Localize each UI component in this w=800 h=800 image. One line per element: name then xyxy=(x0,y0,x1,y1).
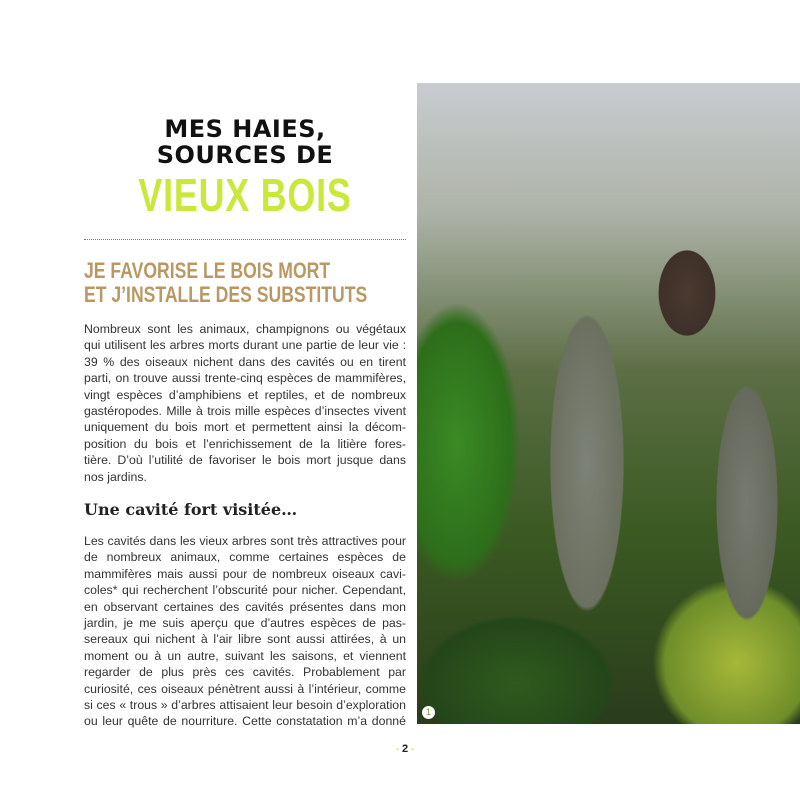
photo-number-badge: 1 xyxy=(422,706,435,719)
text-line: en observant certaines des cavités présentes dans mon xyxy=(84,599,406,614)
text-line: gastéropodes. Mille à trois mille espèces d’insectes vivent xyxy=(84,404,406,419)
garden-tree-stump-photo xyxy=(417,83,800,724)
text-line: qui utilisent les arbres morts durant une partie de leur vie : xyxy=(84,338,406,353)
text-line: moment ou à un autre, suivant les saisons, et viennent xyxy=(84,648,406,663)
section-heading-line-2: ET J’INSTALLE DES SUBSTITUTS xyxy=(84,282,368,307)
text-line: mammifères mais aussi pour de nombreux oiseaux cavi- xyxy=(84,566,406,581)
paragraph-1 xyxy=(84,321,406,485)
text-line: sereaux qui nichent à l’air libre sont aussi attirées, à un xyxy=(84,632,406,647)
text-line: vingt espèces d’amphibiens et reptiles, et de nombreux xyxy=(84,387,406,402)
text-line: regarder de plus près ces cavités. Probablement par xyxy=(84,665,406,680)
title-line-2: SOURCES DE xyxy=(156,141,334,169)
text-line: 39 % des oiseaux nichent dans des cavités ou en tirent xyxy=(84,354,406,369)
title-line-3: VIEUX BOIS xyxy=(138,169,352,221)
text-line: uniquement du bois mort et permettent ainsi la décom- xyxy=(84,420,406,435)
text-line: curiosité, ces oiseaux pénètrent aussi à l’intérieur, comme xyxy=(84,681,406,696)
page-number: • 2 • xyxy=(390,743,420,755)
text-line: tière. D’où l’utilité de favoriser le bois mort jusque dans xyxy=(84,453,406,468)
text-line: jardin, je me suis aperçu que d’autres espèces de pas- xyxy=(84,616,406,631)
subheading: Une cavité fort visitée… xyxy=(84,500,298,519)
text-line: de nombreux animaux, comme certaines espèces de xyxy=(84,550,406,565)
paragraph-2 xyxy=(84,533,406,730)
text-line: position du bois et l’enrichissement de la litière fores- xyxy=(84,436,406,451)
text-line: Les cavités dans les vieux arbres sont très attractives pour xyxy=(84,534,406,548)
text-line: si ces « trous » d’arbres attisaient leur besoin d’exploration xyxy=(84,698,406,713)
text-line: ou leur quête de nourriture. Cette constatation m’a donné xyxy=(84,714,406,729)
section-heading-line-1: JE FAVORISE LE BOIS MORT xyxy=(84,258,331,283)
text-line: Nombreux sont les animaux, champignons ou végétaux xyxy=(84,322,406,336)
section-heading xyxy=(84,259,367,307)
text-line: coles* qui recherchent l’obscurité pour nicher. Cependant, xyxy=(84,583,406,598)
text-line: nos jardins. xyxy=(84,469,147,484)
title-line-1: MES HAIES, xyxy=(164,115,326,143)
text-line: parti, on trouve aussi trente-cinq espèces de mammifères, xyxy=(84,371,406,386)
dotted-divider xyxy=(84,239,406,240)
